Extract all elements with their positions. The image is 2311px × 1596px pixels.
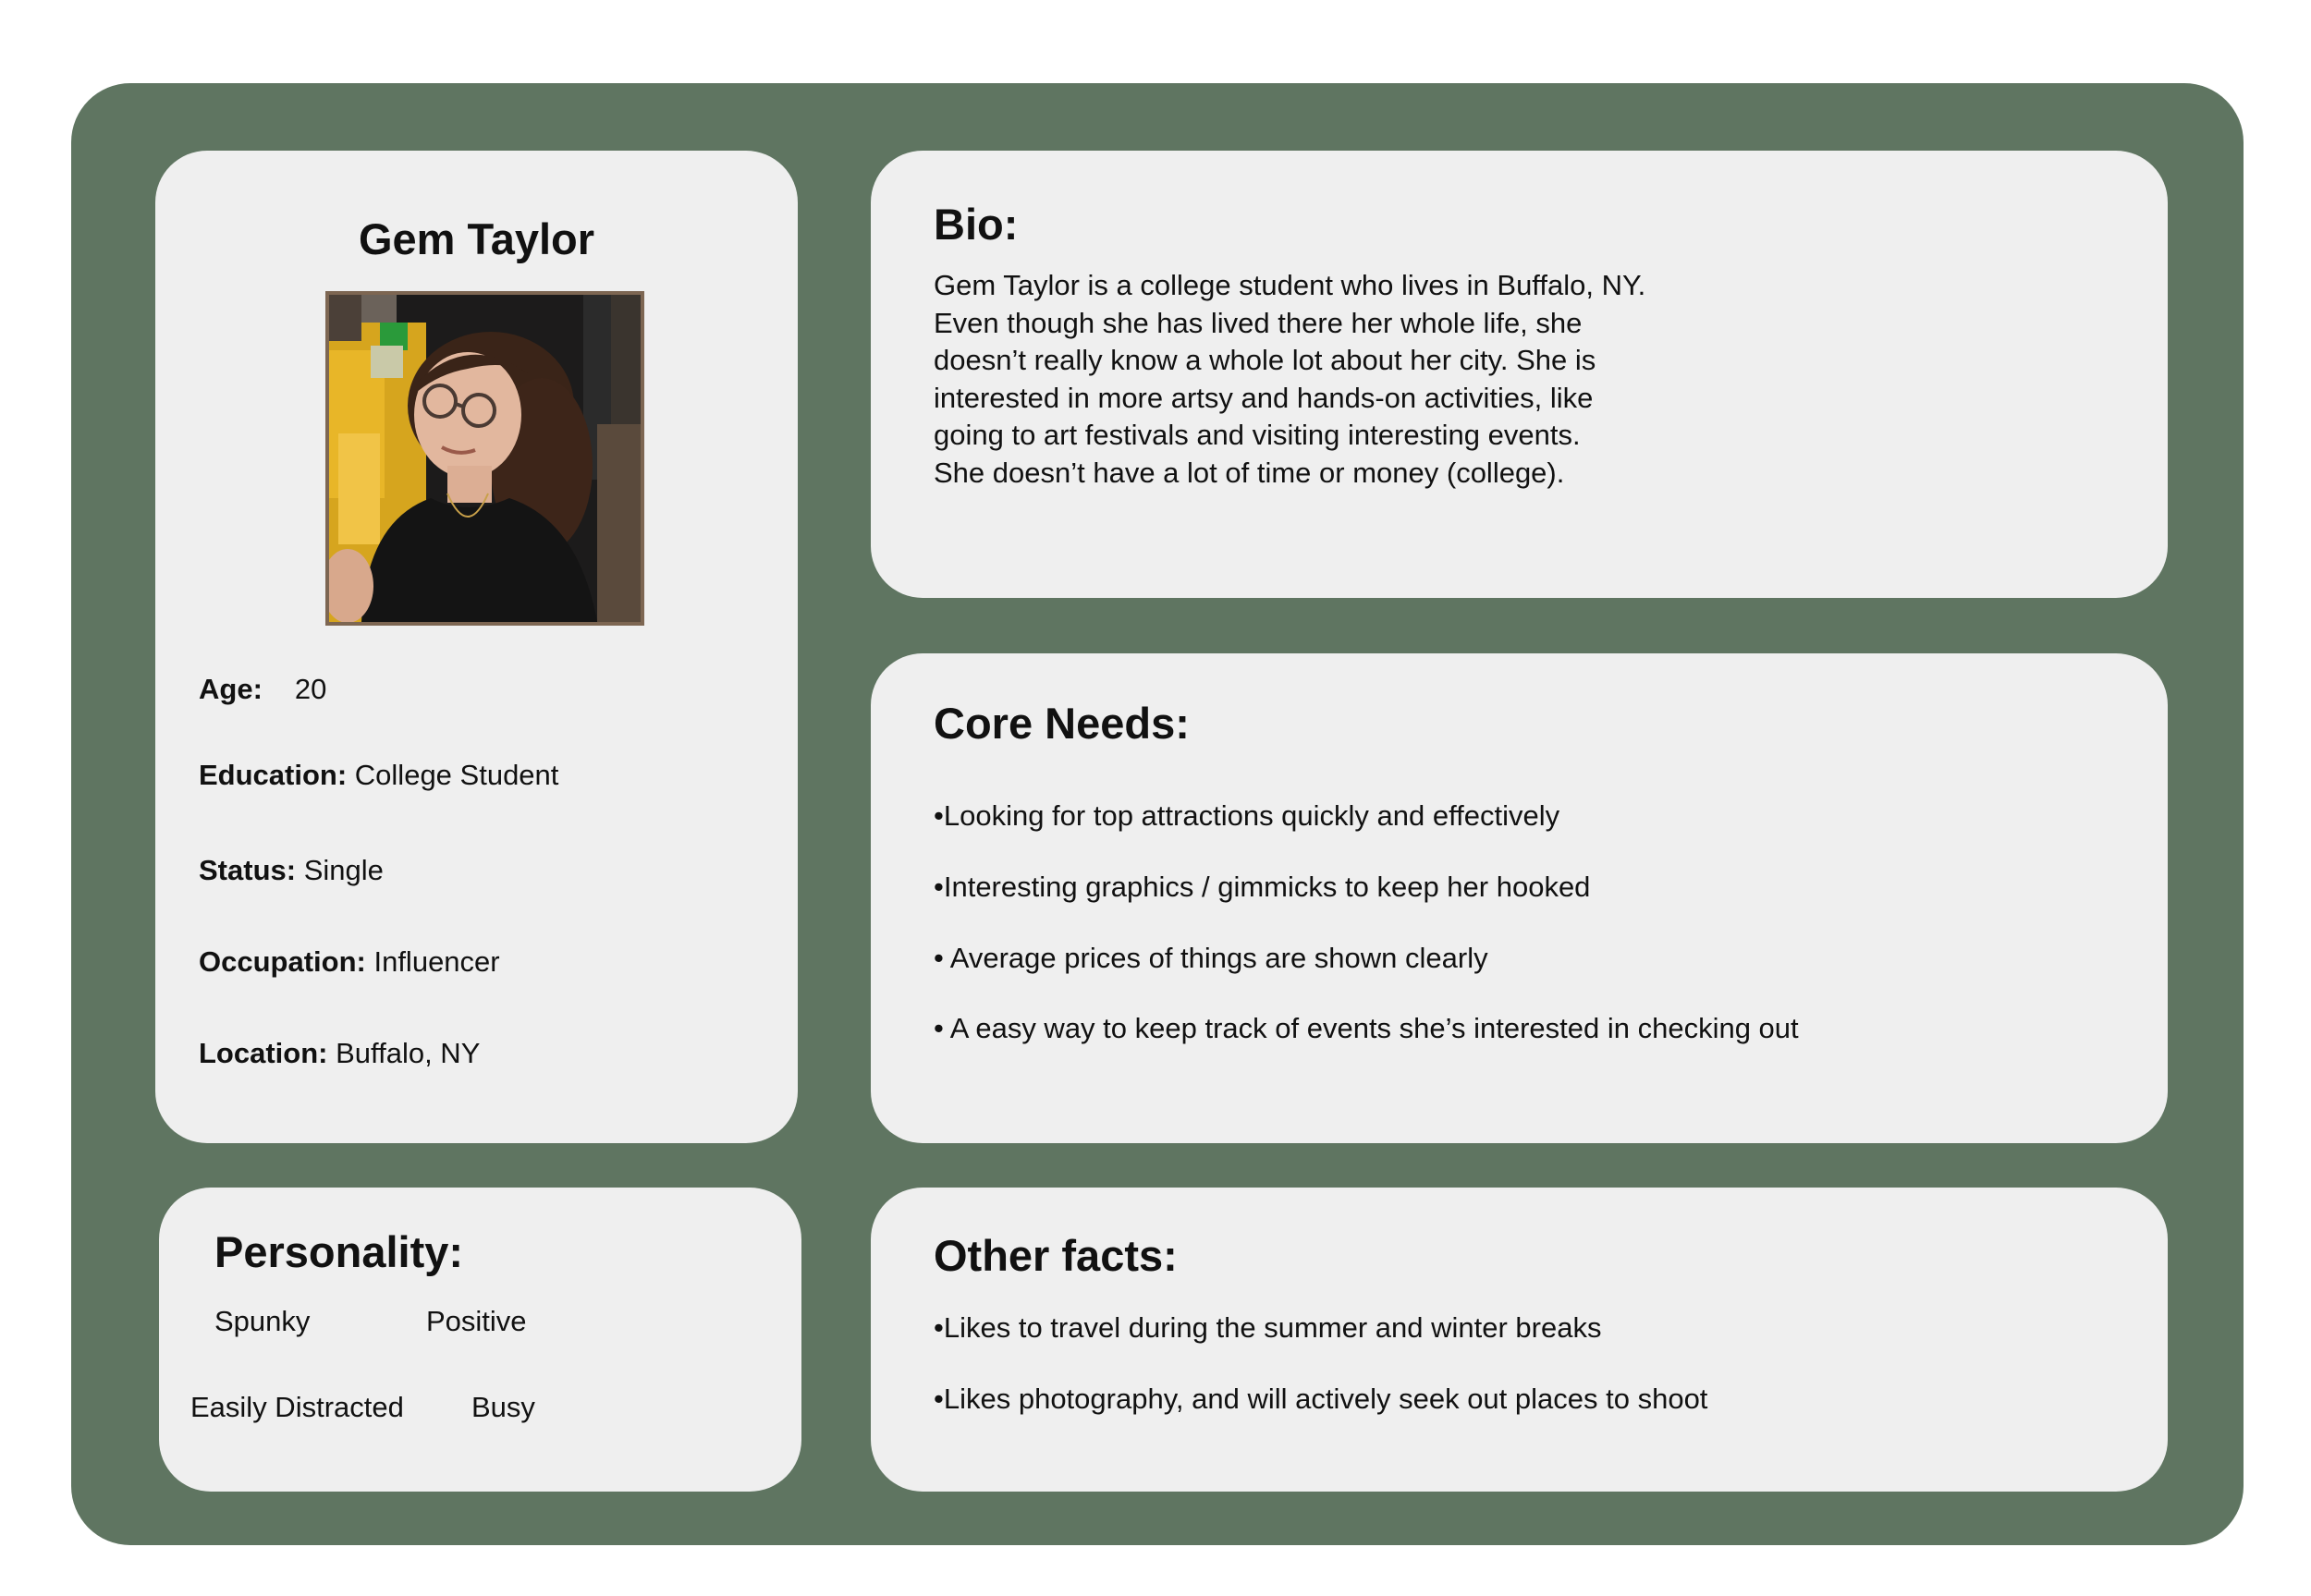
persona-name: Gem Taylor — [358, 214, 595, 263]
location-field — [199, 1037, 480, 1070]
core-needs-card — [871, 653, 2168, 1143]
education-field — [199, 759, 558, 792]
location-value: Buffalo, NY — [336, 1037, 481, 1069]
other-facts-heading: Other facts: — [934, 1231, 1178, 1280]
core-need-item: • Average prices of things are shown clearly — [934, 942, 1488, 974]
occupation-label: Occupation: — [199, 945, 366, 978]
occupation-field — [199, 945, 500, 979]
core-need-item: •Looking for top attractions quickly and effectively — [934, 799, 1560, 832]
trait-spunky: Spunky — [214, 1305, 311, 1337]
age-label: Age: — [199, 673, 263, 705]
bio-card — [871, 151, 2168, 598]
bio-text — [934, 267, 1673, 492]
core-need-item: •Interesting graphics / gimmicks to keep her hooked — [934, 871, 1591, 903]
profile-photo — [325, 291, 644, 626]
personality-card — [159, 1188, 801, 1492]
age-field — [199, 673, 326, 706]
trait-positive: Positive — [426, 1305, 527, 1337]
trait-busy: Busy — [471, 1391, 535, 1423]
portrait-image — [329, 295, 641, 622]
core-need-item: • A easy way to keep track of events she’s interested in checking out — [934, 1012, 1799, 1044]
occupation-value: Influencer — [373, 945, 500, 978]
age-value: 20 — [294, 673, 327, 705]
other-fact-item: •Likes to travel during the summer and winter breaks — [934, 1311, 1602, 1344]
education-label: Education: — [199, 759, 348, 791]
profile-card — [155, 151, 798, 1143]
bio-line: doesn’t really know a whole lot about her city. She is — [934, 344, 1596, 376]
other-fact-item: •Likes photography, and will actively seek out places to shoot — [934, 1383, 1708, 1415]
status-field — [199, 854, 384, 887]
other-facts-card — [871, 1188, 2168, 1492]
bio-line: Even though she has lived there her whole life, she — [934, 306, 1583, 339]
location-label: Location: — [199, 1037, 328, 1069]
bio-line: Gem Taylor is a college student who lives in Buffalo, NY. — [934, 269, 1646, 301]
bio-line: She doesn’t have a lot of time or money (college). — [934, 456, 1565, 489]
status-label: Status: — [199, 854, 297, 886]
trait-easily-distracted: Easily Distracted — [190, 1391, 404, 1423]
bio-line: interested in more artsy and hands-on activities, like — [934, 381, 1594, 414]
status-value: Single — [303, 854, 384, 886]
education-value: College Student — [354, 759, 559, 791]
bio-line: going to art festivals and visiting interesting events. — [934, 419, 1581, 451]
personality-heading: Personality: — [214, 1227, 464, 1276]
core-needs-heading: Core Needs: — [934, 699, 1190, 748]
bio-heading: Bio: — [934, 200, 1019, 249]
